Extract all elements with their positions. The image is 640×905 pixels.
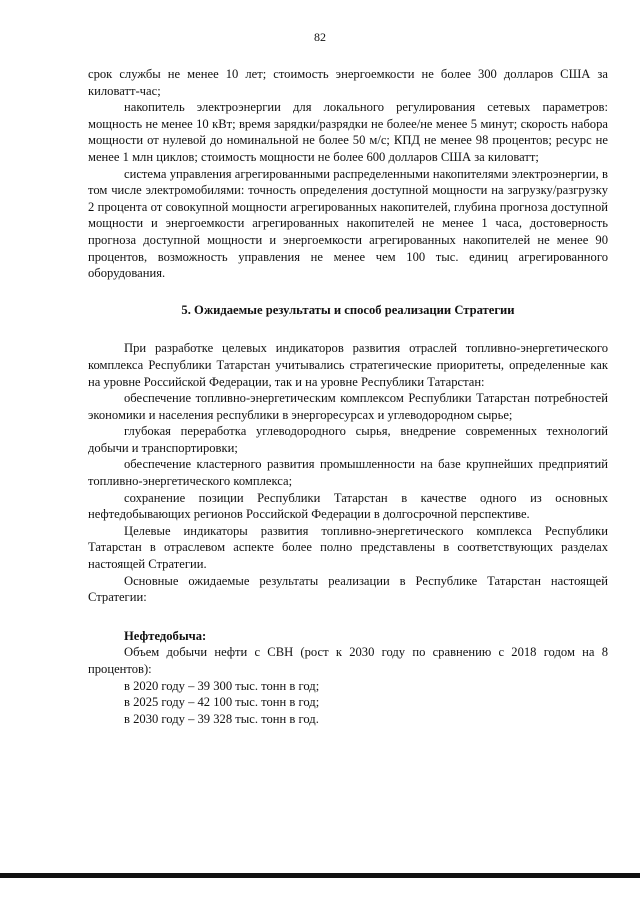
paragraph: Основные ожидаемые результаты реализации в Республике Татарстан настоящей Стратегии:: [88, 573, 608, 605]
paragraph: Целевые индикаторы развития топливно-энергетического комплекса Республики Татарстан в отраслевом аспекте более полно представлены в соответствующих разделах настоящей Стратегии.: [88, 523, 608, 572]
document-body: [88, 66, 608, 727]
paragraph: глубокая переработка углеводородного сырья, внедрение современных технологий добычи и транспортировки;: [88, 424, 608, 455]
section-heading: 5. Ожидаемые результаты и способ реализации Стратегии: [181, 302, 515, 317]
paragraph: сохранение позиции Республики Татарстан в качестве одного из основных нефтедобывающих регионов Российской Федерации в долгосрочной перспективе.: [88, 490, 608, 522]
paragraph: обеспечение кластерного развития промышленности на базе крупнейших предприятий топливно-энергетического комплекса;: [88, 457, 608, 489]
list-item: в 2030 году – 39 328 тыс. тонн в год.: [124, 711, 319, 726]
paragraph: обеспечение топливно-энергетическим комплексом Республики Татарстан потребностей экономики и населения республики в энергоресурсах и углеводородном сырье;: [88, 391, 608, 422]
scan-edge-line: [0, 873, 640, 878]
paragraph: срок службы не менее 10 лет; стоимость энергоемкости не более 300 долларов США за киловатт-час;: [88, 67, 608, 98]
page-number: 82: [314, 30, 326, 44]
subheading: Нефтедобыча:: [124, 628, 207, 643]
list-item: в 2025 году – 42 100 тыс. тонн в год;: [124, 695, 320, 710]
paragraph: Объем добычи нефти с СВН (рост к 2030 году по сравнению с 2018 годом на 8 процентов):: [88, 645, 608, 676]
paragraph: При разработке целевых индикаторов развития отраслей топливно-энергетического комплекса Республики Татарстан учитывались стратегические приоритеты, определенные как на уровне Российской Федерации, так и на уровне Республики Татарстан:: [88, 341, 608, 389]
list-item: в 2020 году – 39 300 тыс. тонн в год;: [124, 678, 320, 693]
paragraph: система управления агрегированными распределенными накопителями электроэнергии, в том числе электромобилями: точность определения доступной мощности на загрузку/разгрузку 2 процента от совокупной мощности агрегированных накопителей, глубина прогноза доступной мощности и энергоемкости агрегированных накопителей не менее 1 часа, достоверность прогноза доступной мощности и энергоемкости агрегированных накопителей не менее 90 процентов, возможность управления не менее чем 100 тыс. единиц агрегированного оборудования.: [88, 166, 608, 281]
paragraph: накопитель электроэнергии для локального регулирования сетевых параметров: мощность не менее 10 кВт; время зарядки/разрядки не более/не менее 5 минут; скорость набора мощности от нулевой до номинальной не более 50 м/с; КПД не менее 98 процентов; ресурс не менее 1 млн циклов; стоимость мощности не более 600 долларов США за киловатт;: [88, 100, 608, 164]
